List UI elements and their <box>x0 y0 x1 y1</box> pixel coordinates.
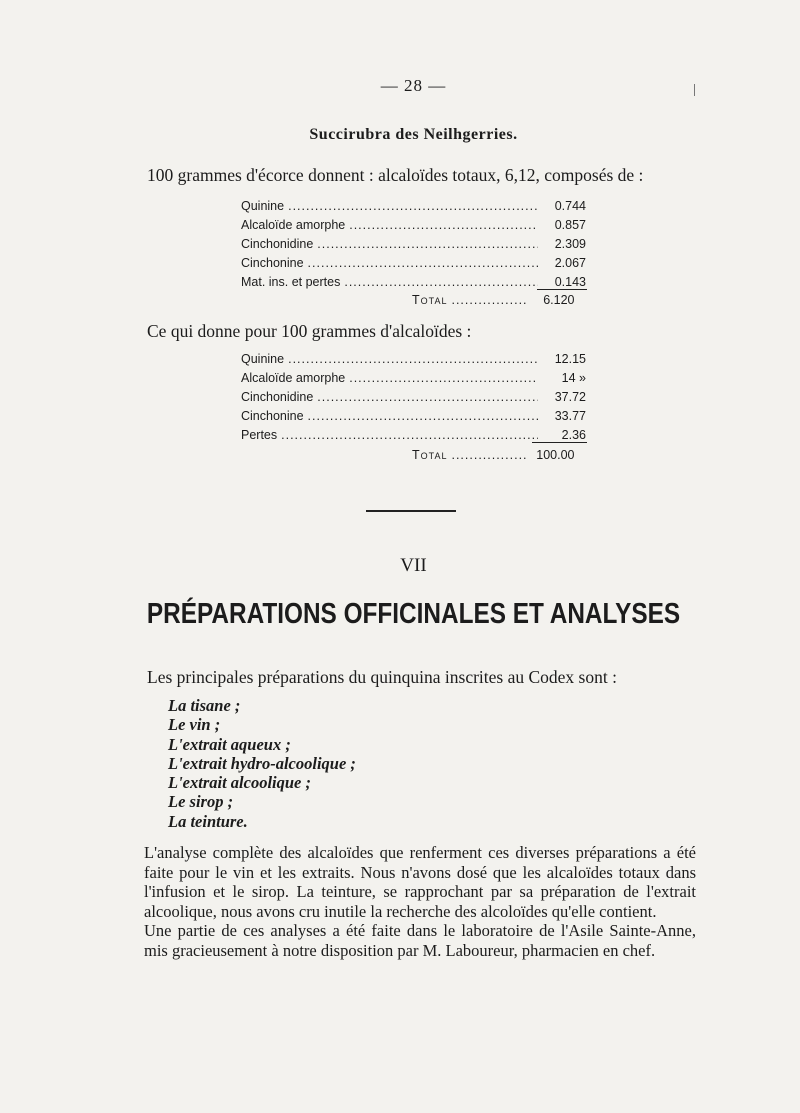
body-paragraph: Une partie de ces analyses a été faite dans le laboratoire de l'Asile Sainte-Anne, mis gracieusement à notre disposition par M. Laboureur, pharmacien en chef. <box>144 921 696 960</box>
table-row <box>241 253 586 272</box>
table-row <box>241 215 586 234</box>
percentage-table <box>241 349 586 444</box>
row-value: 33.77 <box>554 408 586 423</box>
preparations-list <box>168 696 356 831</box>
leader-dots <box>349 218 538 232</box>
row-label: Alcaloïde amorphe <box>241 370 346 385</box>
row-label: Quinine <box>241 351 285 366</box>
table-row <box>241 406 586 425</box>
row-value: 2.36 <box>561 427 586 442</box>
chapter-title: PRÉPARATIONS OFFICINALES ET ANALYSES <box>146 598 681 630</box>
row-label: Cinchonine <box>241 408 304 423</box>
sum-rule <box>537 289 587 290</box>
row-label: Cinchonine <box>241 255 304 270</box>
row-value: 12.15 <box>554 351 586 366</box>
total-value: 6.120 <box>543 293 575 307</box>
table-row <box>241 387 586 406</box>
row-value: 2.309 <box>554 236 586 251</box>
list-item: Le vin ; <box>168 715 221 735</box>
row-value: 0.857 <box>554 217 586 232</box>
intro-paragraph: 100 grammes d'écorce donnent : alcaloïdes totaux, 6,12, composés de : <box>147 165 644 185</box>
page-number: — 28 — <box>380 76 447 95</box>
leader-dots <box>317 390 538 404</box>
sum-rule <box>532 442 587 443</box>
leader-dots <box>317 237 538 251</box>
table-row <box>241 368 586 387</box>
second-paragraph: Ce qui donne pour 100 grammes d'alcaloïdes : <box>147 321 472 341</box>
leader-dots <box>308 256 538 270</box>
row-label: Cinchonidine <box>241 389 314 404</box>
leader-dots <box>451 448 526 462</box>
total-row <box>412 293 574 307</box>
section-divider <box>366 510 456 512</box>
preparations-intro: Les principales préparations du quinquina inscrites au Codex sont : <box>147 667 617 687</box>
list-item: L'extrait alcoolique ; <box>168 773 311 793</box>
body-text <box>144 843 696 960</box>
section-title: Succirubra des Neilhgerries. <box>309 126 518 143</box>
leader-dots <box>349 371 538 385</box>
composition-table <box>241 196 586 291</box>
table-row <box>241 272 586 291</box>
row-label: Cinchonidine <box>241 236 314 251</box>
row-value: 0.744 <box>554 198 586 213</box>
body-paragraph: L'analyse complète des alcaloïdes que renferment ces diverses préparations a été faite pour le vin et les extraits. Nous n'avons dosé que les alcaloïdes totaux dans l'infusion et le sirop. La teinture, se rapprochant par sa préparation de l'extrait alcoolique, nous avons cru inutile la recherche des alcoloïdes qu'elle contient. <box>144 843 696 921</box>
row-value: 14 » <box>561 370 586 385</box>
table-row <box>241 196 586 215</box>
row-label: Pertes <box>241 427 278 442</box>
list-item: La teinture. <box>168 811 248 831</box>
row-value: 0.143 <box>554 274 586 289</box>
list-item: La tisane ; <box>168 696 241 715</box>
total-value: 100.00 <box>536 448 575 462</box>
total-label: Total <box>412 293 448 307</box>
row-label: Mat. ins. et pertes <box>241 274 341 289</box>
leader-dots <box>451 293 526 307</box>
chapter-number: VII <box>400 555 427 576</box>
leader-dots <box>288 199 538 213</box>
row-value: 37.72 <box>554 389 586 404</box>
total-label: Total <box>412 448 448 462</box>
row-label: Alcaloïde amorphe <box>241 217 346 232</box>
leader-dots <box>288 352 538 366</box>
list-item: L'extrait aqueux ; <box>168 734 291 754</box>
list-item: L'extrait hydro-alcoolique ; <box>168 753 356 773</box>
row-value: 2.067 <box>554 255 586 270</box>
table-row <box>241 349 586 368</box>
table-row <box>241 234 586 253</box>
leader-dots <box>344 275 538 289</box>
row-label: Quinine <box>241 198 285 213</box>
leader-dots <box>308 409 538 423</box>
list-item: Le sirop ; <box>168 792 234 812</box>
total-row <box>412 448 574 462</box>
leader-dots <box>281 428 538 442</box>
